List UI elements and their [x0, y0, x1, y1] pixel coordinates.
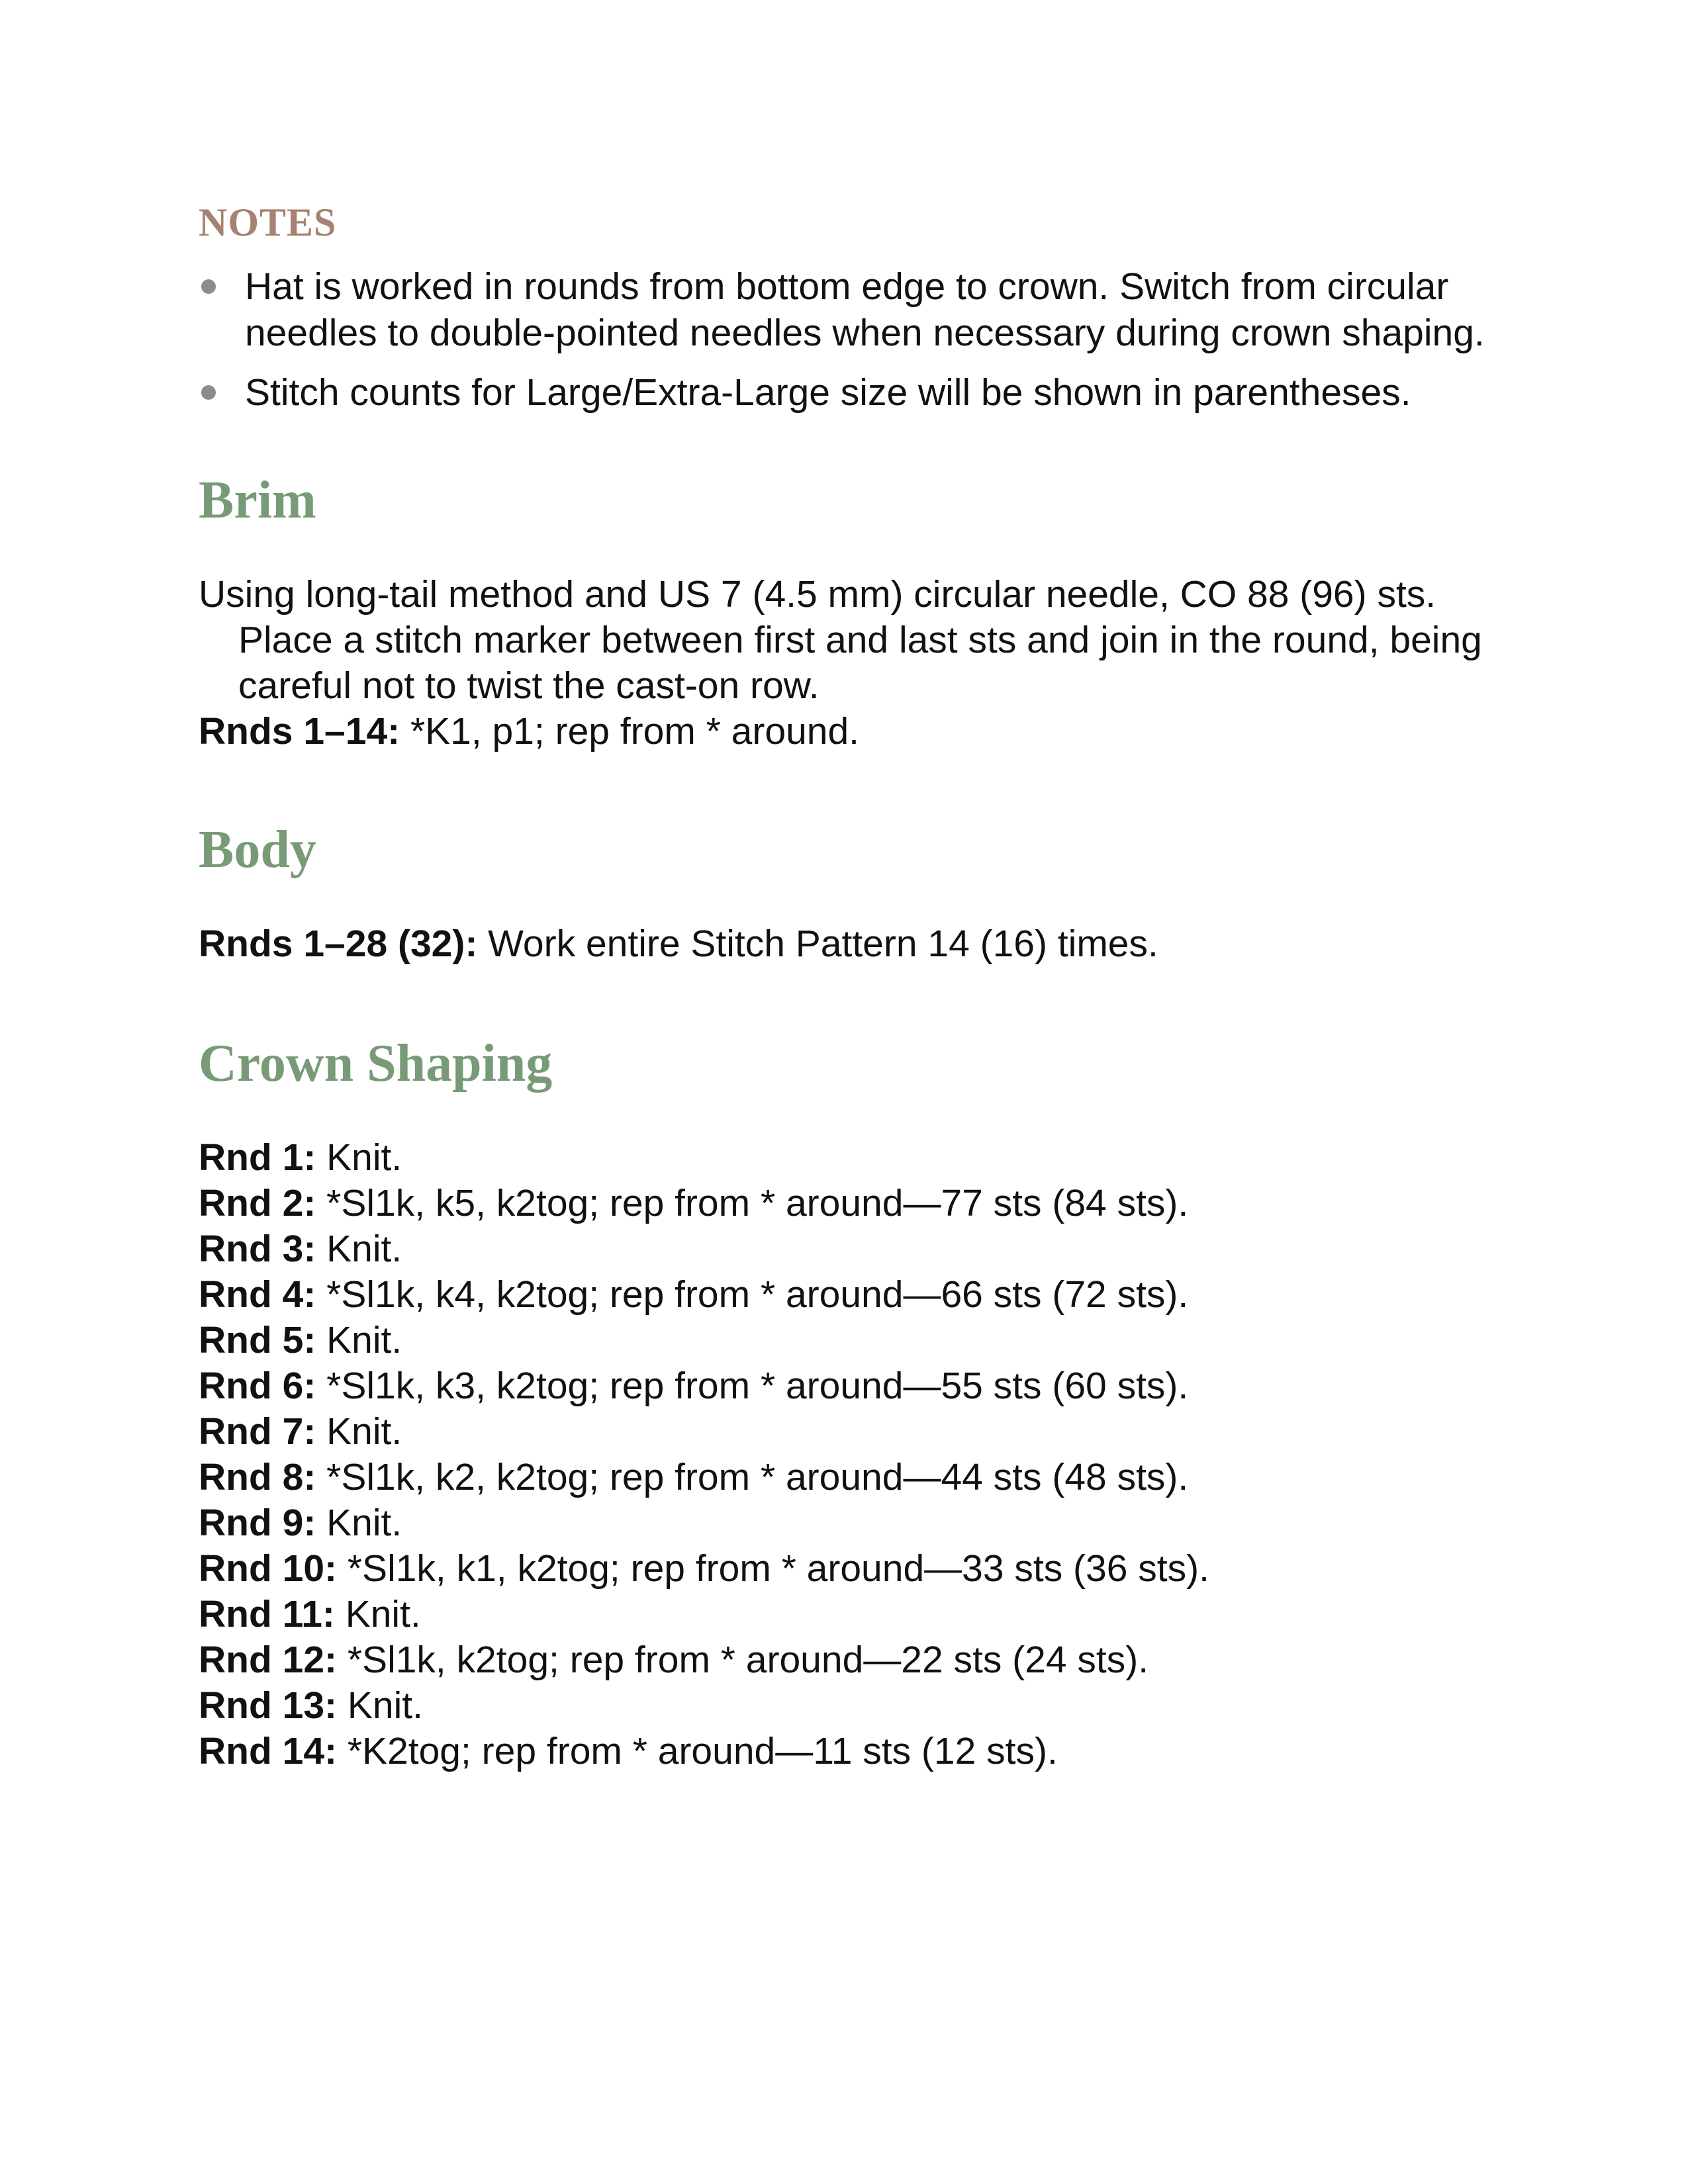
- crown-row: [199, 1455, 1489, 1500]
- body-heading: Body: [199, 821, 316, 879]
- row-label: Rnd 14:: [199, 1730, 338, 1772]
- row-label: Rnd 11:: [199, 1593, 335, 1635]
- crown-row: [199, 1135, 1489, 1181]
- row-text: Work entire Stitch Pattern 14 (16) times.: [477, 923, 1158, 965]
- body-content: [199, 921, 1489, 967]
- crown-row: [199, 1181, 1489, 1226]
- row-text: *Sl1k, k2tog; rep from * around—22 sts (24 sts).: [337, 1639, 1149, 1681]
- notes-section: [199, 199, 1489, 416]
- body-row: [199, 921, 1489, 967]
- row-label: Rnd 5:: [199, 1319, 316, 1361]
- row-label: Rnd 6:: [199, 1365, 316, 1407]
- brim-row: [199, 709, 1489, 754]
- row-text: *Sl1k, k2, k2tog; rep from * around—44 sts (48 sts).: [316, 1456, 1189, 1498]
- row-text: Knit.: [316, 1228, 402, 1270]
- notes-item: [199, 263, 1489, 356]
- row-text: *Sl1k, k4, k2tog; rep from * around—66 sts (72 sts).: [316, 1273, 1189, 1316]
- crown-row: [199, 1363, 1489, 1409]
- row-label: Rnd 12:: [199, 1639, 338, 1681]
- notes-list: [199, 263, 1489, 416]
- notes-item: [199, 369, 1489, 416]
- crown-row: [199, 1272, 1489, 1318]
- row-text: *K2tog; rep from * around—11 sts (12 sts).: [337, 1730, 1058, 1772]
- row-label: Rnd 13:: [199, 1684, 338, 1727]
- row-label: Rnd 10:: [199, 1547, 338, 1590]
- row-text: Knit.: [316, 1319, 402, 1361]
- pattern-page: [199, 199, 1489, 1774]
- brim-intro: Using long-tail method and US 7 (4.5 mm) circular needle, CO 88 (96) sts. Place a stitch marker between first and last sts and join in the round, being careful not to twist the cast-on row.: [199, 573, 1482, 707]
- crown-row: [199, 1226, 1489, 1272]
- crown-shaping-section: [199, 1032, 1489, 1774]
- row-label: Rnd 3:: [199, 1228, 316, 1270]
- crown-row: [199, 1729, 1489, 1774]
- row-label: Rnd 4:: [199, 1273, 316, 1316]
- brim-section: [199, 469, 1489, 754]
- row-text: *Sl1k, k3, k2tog; rep from * around—55 sts (60 sts).: [316, 1365, 1189, 1407]
- bullet-icon: [201, 385, 216, 400]
- crown-row: [199, 1546, 1489, 1592]
- crown-shaping-content: [199, 1135, 1489, 1774]
- brim-heading: Brim: [199, 471, 316, 529]
- crown-row: [199, 1637, 1489, 1683]
- crown-row: [199, 1318, 1489, 1363]
- row-label: Rnd 9:: [199, 1502, 316, 1544]
- crown-row: [199, 1500, 1489, 1546]
- crown-row: [199, 1409, 1489, 1455]
- row-label: Rnd 2:: [199, 1182, 316, 1224]
- crown-row: [199, 1683, 1489, 1729]
- crown-shaping-heading: Crown Shaping: [199, 1034, 553, 1093]
- body-section: [199, 818, 1489, 967]
- notes-item-text: Stitch counts for Large/Extra-Large size will be shown in parentheses.: [245, 371, 1411, 414]
- row-text: Knit.: [316, 1410, 402, 1453]
- crown-row: [199, 1592, 1489, 1637]
- row-text: Knit.: [334, 1593, 421, 1635]
- bullet-icon: [201, 279, 216, 294]
- row-text: Knit.: [316, 1136, 402, 1179]
- row-label: Rnd 1:: [199, 1136, 316, 1179]
- notes-item-text: Hat is worked in rounds from bottom edge to crown. Switch from circular needles to double-pointed needles when necessary during crown shaping.: [245, 265, 1485, 354]
- row-label: Rnd 8:: [199, 1456, 316, 1498]
- row-text: *Sl1k, k1, k2tog; rep from * around—33 sts (36 sts).: [337, 1547, 1209, 1590]
- row-text: Knit.: [316, 1502, 402, 1544]
- row-label: Rnds 1–28 (32):: [199, 923, 478, 965]
- row-label: Rnds 1–14:: [199, 710, 400, 752]
- brim-content: [199, 572, 1489, 754]
- row-text: *Sl1k, k5, k2tog; rep from * around—77 sts (84 sts).: [316, 1182, 1189, 1224]
- notes-heading: NOTES: [199, 201, 337, 244]
- row-label: Rnd 7:: [199, 1410, 316, 1453]
- row-text: Knit.: [337, 1684, 423, 1727]
- row-text: *K1, p1; rep from * around.: [400, 710, 860, 752]
